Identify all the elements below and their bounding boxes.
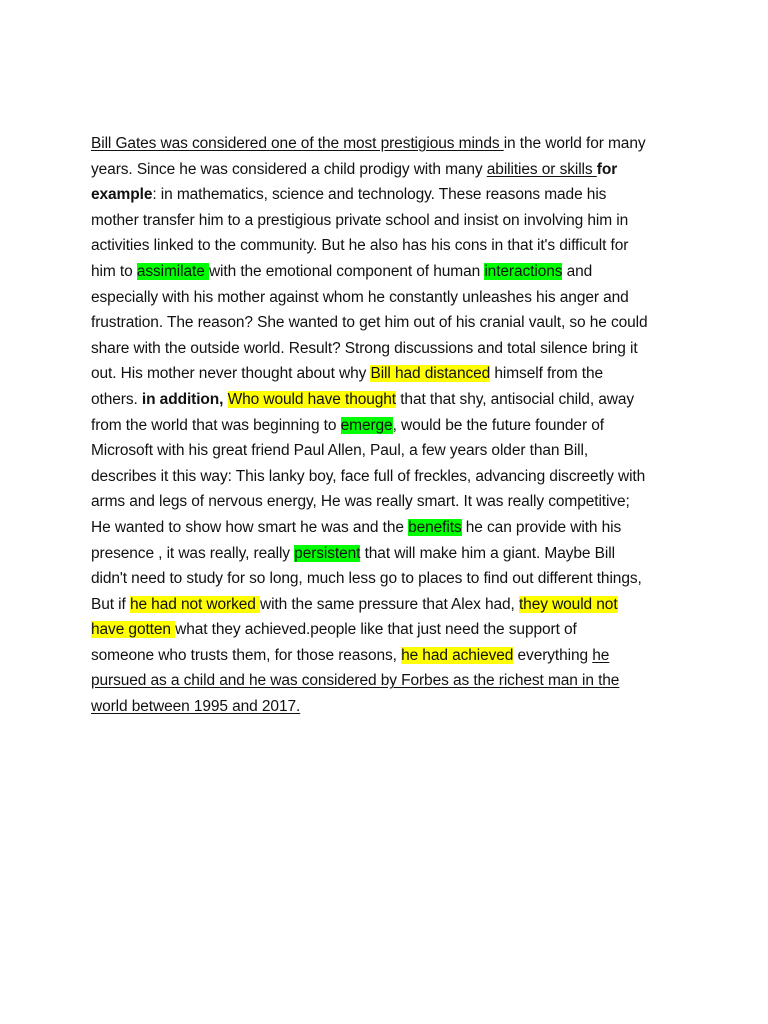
text-run: especially with his mother against whom he constantly unleashes his anger and: [91, 288, 629, 306]
text-run: arms and legs of nervous energy, He was really smart. It was really competitive;: [91, 493, 630, 511]
text-line: [91, 592, 691, 618]
text-line: [91, 413, 691, 439]
text-line: [91, 208, 691, 234]
text-run: Microsoft with his great friend Paul Allen, Paul, a few years older than Bill,: [91, 442, 589, 460]
underlined-text: Bill Gates was considered one of the most prestigious minds: [91, 135, 504, 152]
green-highlight: assimilate: [136, 262, 209, 280]
text-run: that that shy, antisocial child, away: [396, 390, 635, 408]
green-highlight: benefits: [408, 518, 462, 536]
text-line: [91, 694, 691, 720]
green-highlight: interactions: [484, 262, 563, 280]
text-run: [223, 391, 227, 408]
document-body: [91, 131, 691, 720]
green-highlight: emerge: [340, 416, 393, 434]
text-run: frustration. The reason? She wanted to get him out of his cranial vault, so he could: [91, 314, 648, 332]
green-highlight: persistent: [294, 544, 361, 562]
yellow-highlight: Who would have thought: [227, 390, 397, 408]
text-run: , would be the future founder of: [392, 416, 604, 434]
bold-text: for: [596, 160, 618, 178]
text-run: He wanted to show how smart he was and the: [91, 518, 409, 536]
yellow-highlight: have gotten: [91, 621, 176, 639]
document-page: [91, 131, 691, 720]
text-line: [91, 131, 691, 157]
text-run: from the world that was beginning to: [91, 416, 341, 434]
text-run: describes it this way: This lanky boy, face full of freckles, advancing discreetly with: [91, 467, 646, 485]
underlined-text: he: [592, 646, 610, 664]
yellow-highlight: Bill had distanced: [370, 365, 491, 383]
text-run: him to: [91, 262, 137, 280]
text-line: [91, 336, 691, 362]
underlined-text: world between 1995 and 2017.: [91, 698, 301, 716]
text-run: But if: [91, 595, 130, 613]
text-run: share with the outside world. Result? Strong discussions and total silence bring it: [91, 339, 638, 357]
text-run: what they achieved.people like that just need the support of: [175, 621, 577, 639]
text-line: [91, 310, 691, 336]
text-line: [91, 361, 691, 387]
text-run: didn't need to study for so long, much less go to places to find out different things,: [91, 570, 642, 588]
text-line: [91, 617, 691, 643]
bold-text: example: [91, 186, 153, 204]
text-line: [91, 285, 691, 311]
text-run: with the emotional component of human: [208, 262, 485, 280]
underlined-text: pursued as a child and he was considered by Forbes as the richest man in the: [91, 672, 620, 690]
text-line: [91, 259, 691, 285]
text-run: himself from the: [490, 365, 604, 383]
text-run: activities linked to the community. But he also has his cons in that it's difficult for: [91, 237, 629, 255]
text-line: [91, 464, 691, 490]
yellow-highlight: they would not: [518, 595, 618, 613]
text-run: and: [562, 262, 593, 280]
text-run: out. His mother never thought about why: [91, 365, 371, 383]
text-run: presence , it was really, really: [91, 544, 295, 562]
text-line: [91, 643, 691, 669]
text-line: [91, 438, 691, 464]
text-run: : in mathematics, science and technology. These reasons made his: [152, 186, 607, 204]
text-line: [91, 541, 691, 567]
yellow-highlight: he had not worked: [129, 595, 260, 613]
text-run: in the world for many: [503, 135, 646, 152]
text-run: that will make him a giant. Maybe Bill: [360, 544, 615, 562]
text-run: years. Since he was considered a child prodigy with many: [91, 160, 487, 178]
text-run: he can provide with his: [461, 518, 622, 536]
underlined-text: abilities or skills: [486, 160, 597, 178]
text-line: [91, 233, 691, 259]
text-line: [91, 489, 691, 515]
text-run: mother transfer him to a prestigious private school and insist on involving him in: [91, 211, 629, 229]
text-line: [91, 182, 691, 208]
text-line: [91, 157, 691, 183]
text-run: everything: [513, 646, 593, 664]
text-line: [91, 387, 691, 413]
text-line: [91, 566, 691, 592]
text-run: others.: [91, 390, 142, 408]
yellow-highlight: he had achieved: [401, 646, 514, 664]
text-line: [91, 668, 691, 694]
text-run: with the same pressure that Alex had,: [259, 595, 519, 613]
bold-text: in addition,: [141, 390, 224, 408]
text-run: someone who trusts them, for those reasons,: [91, 646, 402, 664]
text-line: [91, 515, 691, 541]
